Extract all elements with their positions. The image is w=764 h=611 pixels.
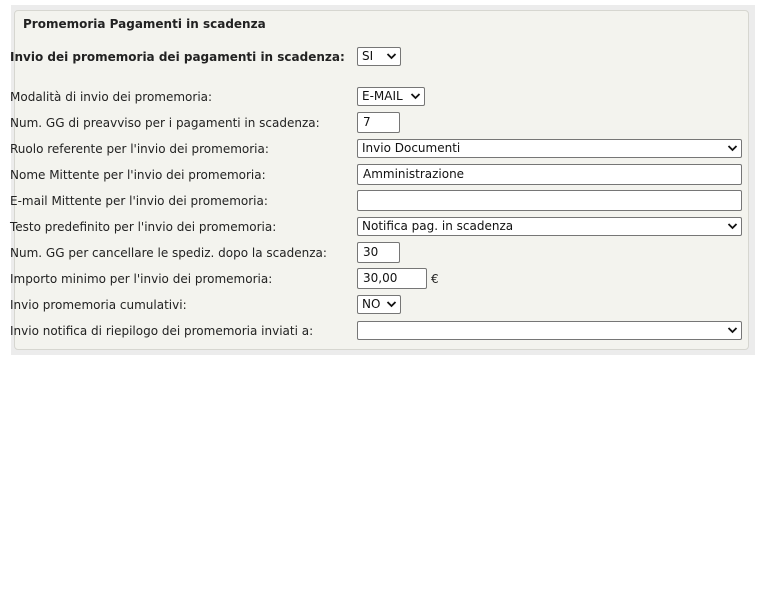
riepilogo-select[interactable] — [357, 321, 742, 340]
chevron-down-icon — [727, 326, 738, 334]
riepilogo-label: Invio notifica di riepilogo dei promemoria inviati a: — [10, 324, 314, 338]
cancellare-label: Num. GG per cancellare le spediz. dopo la scadenza: — [10, 246, 327, 260]
invio-promemoria-label: Invio dei promemoria dei pagamenti in scadenza: — [10, 50, 345, 64]
invio-promemoria-select[interactable] — [357, 47, 401, 66]
chevron-down-icon — [410, 92, 421, 100]
ruolo-label: Ruolo referente per l'invio dei promemoria: — [10, 142, 269, 156]
chevron-down-icon — [727, 144, 738, 152]
chevron-down-icon — [727, 222, 738, 230]
cumulativi-value: NO — [362, 297, 381, 311]
modalita-label: Modalità di invio dei promemoria: — [10, 90, 213, 104]
ruolo-select[interactable] — [357, 139, 742, 158]
nome-mittente-input[interactable]: Amministrazione — [357, 164, 742, 185]
preavviso-input[interactable]: 7 — [357, 112, 400, 133]
testo-select[interactable] — [357, 217, 742, 236]
ruolo-value: Invio Documenti — [362, 141, 461, 155]
chevron-down-icon — [386, 52, 397, 60]
nome-mittente-label: Nome Mittente per l'invio dei promemoria: — [10, 168, 266, 182]
testo-label: Testo predefinito per l'invio dei promemoria: — [10, 220, 277, 234]
modalita-value: E-MAIL — [362, 89, 403, 103]
importo-label: Importo minimo per l'invio dei promemoria: — [10, 272, 273, 286]
importo-input[interactable]: 30,00 — [357, 268, 427, 289]
cumulativi-label: Invio promemoria cumulativi: — [10, 298, 187, 312]
modalita-select[interactable] — [357, 87, 425, 106]
invio-promemoria-value: SI — [362, 49, 374, 63]
panel-title: Promemoria Pagamenti in scadenza — [23, 17, 266, 31]
euro-unit: € — [431, 272, 439, 286]
cancellare-input[interactable]: 30 — [357, 242, 400, 263]
cumulativi-select[interactable] — [357, 295, 401, 314]
email-mittente-label: E-mail Mittente per l'invio dei promemoria: — [10, 194, 268, 208]
chevron-down-icon — [386, 300, 397, 308]
testo-value: Notifica pag. in scadenza — [362, 219, 514, 233]
preavviso-label: Num. GG di preavviso per i pagamenti in scadenza: — [10, 116, 320, 130]
email-mittente-input[interactable] — [357, 190, 742, 211]
